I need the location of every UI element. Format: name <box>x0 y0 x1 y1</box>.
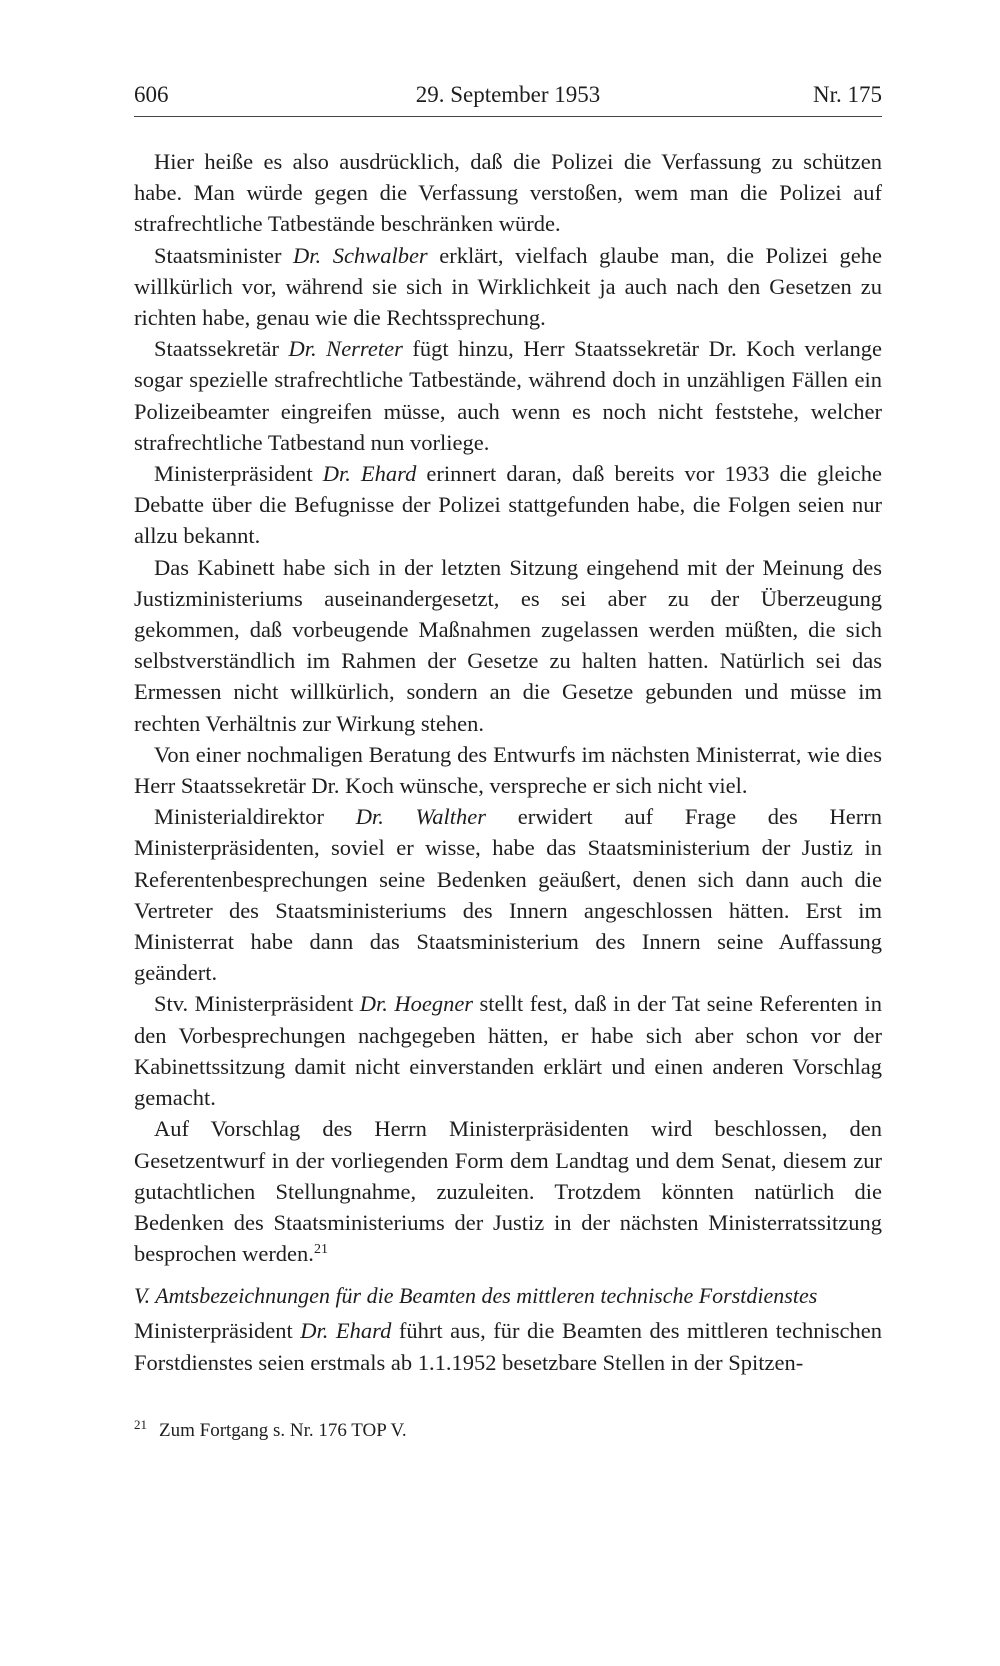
body-text <box>134 146 882 1378</box>
footnote-text: Zum Fortgang s. Nr. 176 TOP V. <box>159 1420 407 1441</box>
running-header <box>134 82 882 117</box>
paragraph: Auf Vorschlag des Herrn Ministerpräsidenten wird beschlossen, den Gesetzentwurf in der vorliegenden Form dem Landtag und dem Senat, diesem zur gutachtlichen Stellungnahme, zuzuleiten. Trotzdem könnten natürlich die Bedenken des Staatsministeriums der Justiz in der nächsten Ministerratssitzung besprochen werden.$^{21}$ <box>134 1116 882 1267</box>
speaker-name: Dr. Walther <box>355 804 486 830</box>
paragraph: Stv. Ministerpräsident Dr. Hoegner stellt fest, daß in der Tat seine Referenten in den Vorbesprechungen nachgegeben hätten, er habe sich aber schon vor der Kabinettssitzung damit nicht einverstanden erklärt und einen anderen Vorschlag gemacht. <box>134 991 882 1111</box>
paragraph: Das Kabinett habe sich in der letzten Sitzung eingehend mit der Meinung des Justizministeriums auseinandergesetzt, es sei aber zu der Überzeugung gekommen, daß vorbeugende Maßnahmen zugelassen werden müßten, die sich selbstverständlich im Rahmen der Gesetze zu halten hatten. Natürlich sei das Ermessen nicht willkürlich, sondern an die Gesetze gebunden und müsse im rechten Verhältnis zur Wirkung stehen. <box>134 554 882 736</box>
footnote <box>134 1412 882 1444</box>
paragraph: Ministerpräsident Dr. Ehard erinnert daran, daß bereits vor 1933 die gleiche Debatte über die Befugnisse der Polizei stattgefunden habe, die Folgen seien nur allzu bekannt. <box>134 461 882 549</box>
document-number: Nr. 175 <box>813 82 882 107</box>
footnotes <box>134 1412 882 1444</box>
paragraph: Staatsminister Dr. Schwalber erklärt, vielfach glaube man, die Polizei gehe willkürlich vor, während sie sich in Wirklichkeit ja auch nach den Gesetzen zu richten habe, genau wie die Rechtssprechung. <box>134 242 882 331</box>
paragraph: Von einer nochmaligen Beratung des Entwurfs im nächsten Ministerrat, wie dies Herr Staatssekretär Dr. Koch wünsche, verspreche er sich nicht viel. <box>134 741 882 799</box>
speaker-name: Dr. Nerreter <box>288 336 403 362</box>
page-number: 606 <box>134 82 169 107</box>
paragraph: Ministerpräsident Dr. Ehard führt aus, für die Beamten des mittleren technischen Forstdienstes seien erstmals ab 1.1.1952 besetzbare Stellen in der Spitzen- <box>134 1318 882 1375</box>
speaker-name: Dr. Hoegner <box>359 991 474 1017</box>
paragraph: Hier heiße es also ausdrücklich, daß die Polizei die Verfassung zu schützen habe. Man würde gegen die Verfassung verstoßen, wem man die Polizei auf strafrechtliche Tatbestände beschränken würde. <box>134 149 882 237</box>
footnote-reference: 21 <box>313 1242 328 1258</box>
speaker-name: Dr. Ehard <box>300 1318 392 1344</box>
section-heading: V. Amtsbezeichnungen für die Beamten des mittleren technische Forstdienstes <box>134 1283 818 1309</box>
speaker-name: Dr. Ehard <box>322 461 417 487</box>
paragraph: Ministerialdirektor Dr. Walther erwidert auf Frage des Herrn Ministerpräsidenten, soviel er wisse, habe das Staatsministerium der Justiz in Referentenbesprechungen seine Bedenken geäußert, denen sich dann auch die Vertreter des Staatsministeriums des Innern angeschlossen hätten. Erst im Ministerrat habe dann das Staatsministerium des Innern seine Auffassung geändert. <box>134 804 882 986</box>
paragraph: Staatssekretär Dr. Nerreter fügt hinzu, Herr Staatssekretär Dr. Koch verlange sogar spezielle strafrechtliche Tatbestände, während doch in unzähligen Fällen ein Polizeibeamter eingreifen müsse, auch wenn es noch nicht feststehe, welcher strafrechtliche Tatbestand nun vorliege. <box>134 336 882 455</box>
footnote-number: 21 <box>134 1417 147 1432</box>
header-date: 29. September 1953 <box>415 82 601 107</box>
speaker-name: Dr. Schwalber <box>293 242 428 268</box>
